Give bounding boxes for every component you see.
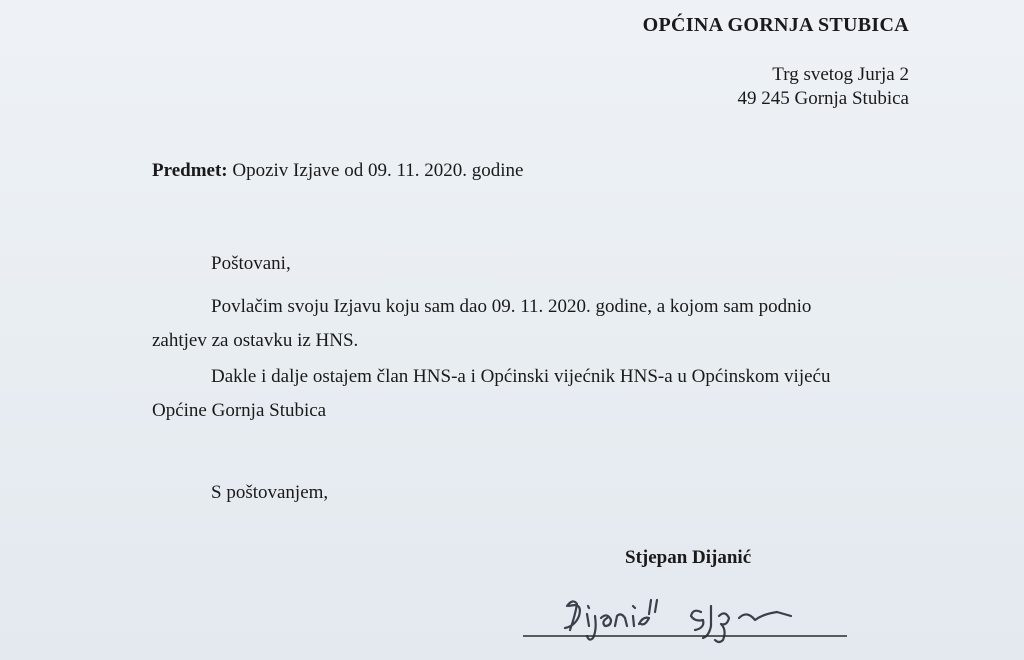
paragraph-2-line-2: Općine Gornja Stubica <box>152 400 327 421</box>
address-line-street: Trg svetog Jurja 2 <box>772 64 909 85</box>
handwritten-signature <box>515 590 855 650</box>
closing: S poštovanjem, <box>211 482 329 503</box>
greeting: Poštovani, <box>211 253 291 274</box>
paragraph-1-line-1: Povlačim svoju Izjavu koju sam dao 09. 11. 2020. godine, a kojom sam podnio <box>211 296 812 317</box>
paragraph-1-line-2: zahtjev za ostavku iz HNS. <box>152 330 359 351</box>
address-line-city: 49 245 Gornja Stubica <box>737 88 909 109</box>
subject-label: Predmet: <box>152 160 228 181</box>
paragraph-2-line-1: Dakle i dalje ostajem član HNS-a i Općinski vijećnik HNS-a u Općinskom vijeću <box>211 366 831 387</box>
recipient-name: OPĆINA GORNJA STUBICA <box>642 14 909 36</box>
subject-text: Opoziv Izjave od 09. 11. 2020. godine <box>232 160 524 181</box>
subject-line <box>152 160 523 182</box>
signer-name: Stjepan Dijanić <box>625 547 752 568</box>
recipient-address <box>737 63 909 111</box>
